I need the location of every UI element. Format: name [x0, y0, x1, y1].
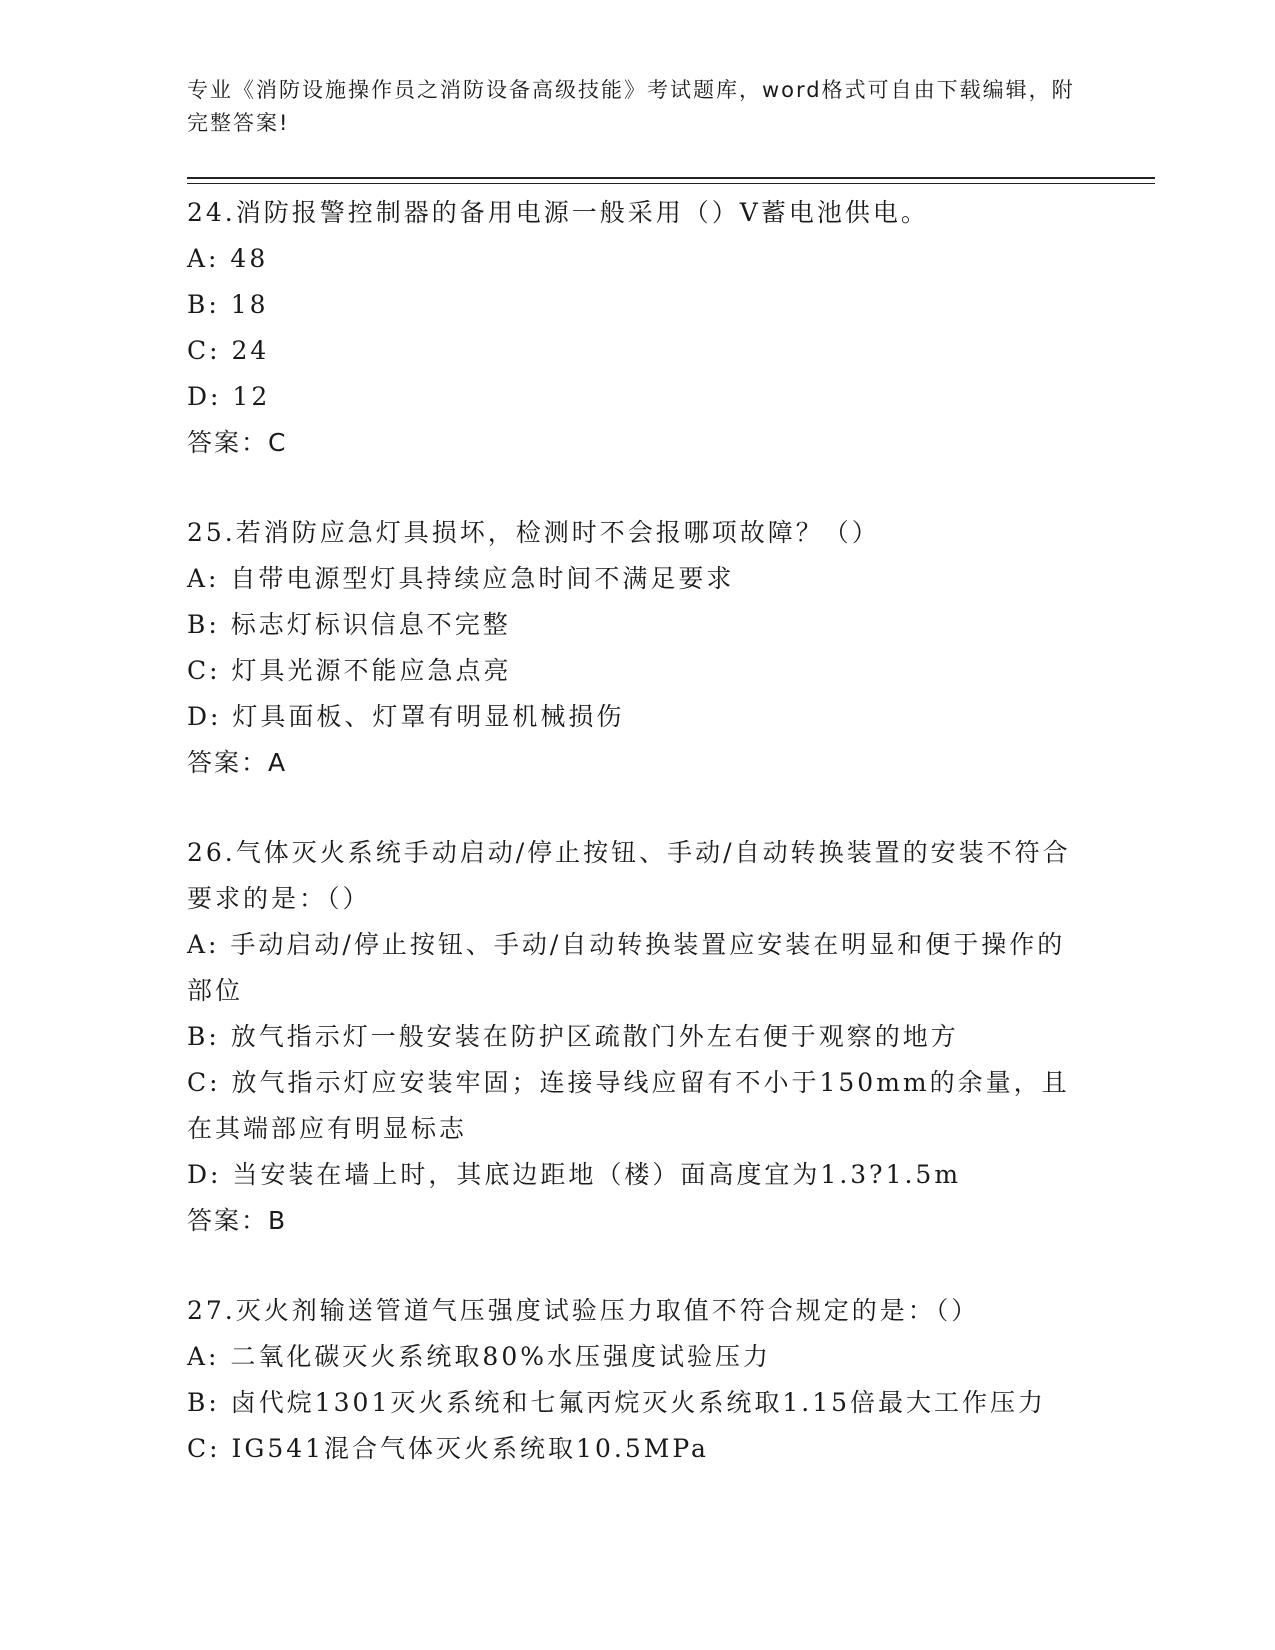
answer: 答案：C: [187, 428, 288, 457]
question-list: [187, 190, 1087, 1472]
option-a: A: 手动启动/停止按钮、手动/自动转换装置应安装在明显和便于操作的部位: [187, 930, 1066, 1005]
option-b: B: 18: [187, 290, 269, 319]
document-header: 专业《消防设施操作员之消防设备高级技能》考试题库，word格式可自由下载编辑，附完整答案!: [187, 78, 1075, 135]
option-b: B: 标志灯标识信息不完整: [187, 610, 511, 639]
question-25: [187, 510, 1087, 786]
option-c: C: IG541混合气体灭火系统取10.5MPa: [187, 1434, 709, 1463]
option-a: A: 二氧化碳灭火系统取80%水压强度试验压力: [187, 1342, 771, 1371]
option-c: C: 灯具光源不能应急点亮: [187, 656, 512, 685]
option-d: D: 当安装在墙上时，其底边距地（楼）面高度宜为1.3?1.5m: [187, 1160, 962, 1189]
option-c: C: 放气指示灯应安装牢固；连接导线应留有不小于150mm的余量，且在其端部应有明显标志: [187, 1068, 1070, 1143]
option-d: D: 12: [187, 382, 271, 411]
option-b: B: 卤代烷1301灭火系统和七氟丙烷灭火系统取1.15倍最大工作压力: [187, 1388, 1047, 1417]
option-a: A: 48: [187, 244, 269, 273]
option-c: C: 24: [187, 336, 270, 365]
answer: 答案：B: [187, 1206, 288, 1235]
question-title: 24.消防报警控制器的备用电源一般采用（）V蓄电池供电。: [187, 198, 929, 227]
header-divider: [187, 177, 1155, 179]
header-divider-thin: [187, 183, 1155, 184]
option-a: A: 自带电源型灯具持续应急时间不满足要求: [187, 564, 735, 593]
option-b: B: 放气指示灯一般安装在防护区疏散门外左右便于观察的地方: [187, 1022, 959, 1051]
option-d: D: 灯具面板、灯罩有明显机械损伤: [187, 702, 625, 731]
question-title: 27.灭火剂输送管道气压强度试验压力取值不符合规定的是：（）: [187, 1296, 980, 1325]
question-title: 26.气体灭火系统手动启动/停止按钮、手动/自动转换装置的安装不符合要求的是：（）: [187, 838, 1071, 913]
answer: 答案：A: [187, 748, 288, 777]
question-24: [187, 190, 1087, 466]
question-26: [187, 830, 1087, 1244]
question-27: [187, 1288, 1087, 1472]
question-title: 25.若消防应急灯具损坏，检测时不会报哪项故障？（）: [187, 518, 880, 547]
